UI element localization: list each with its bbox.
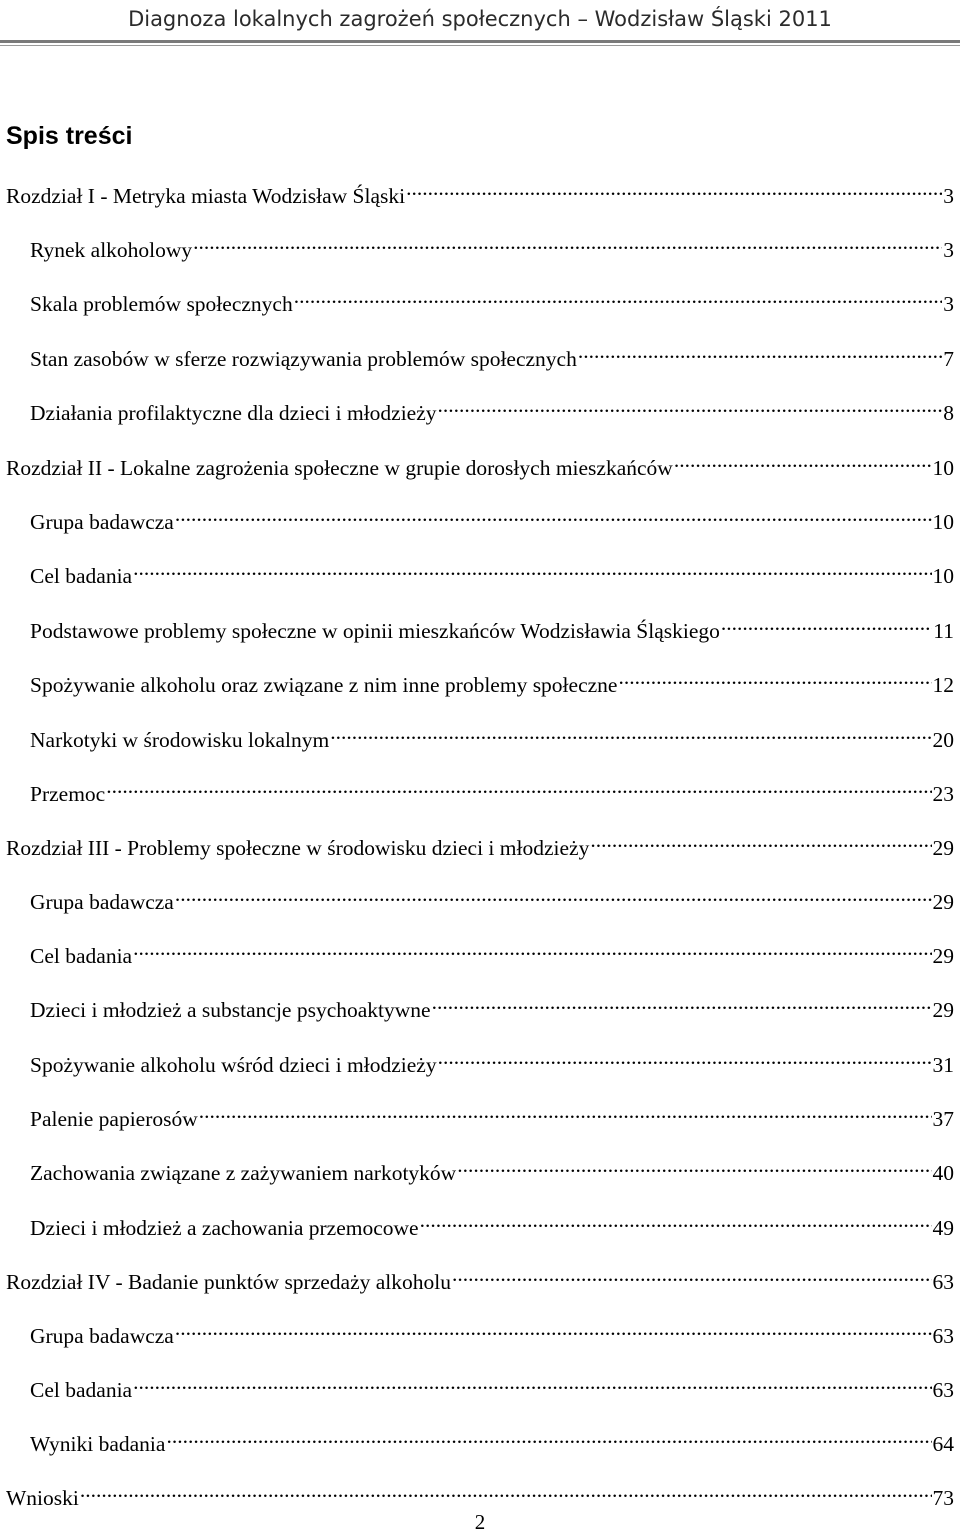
toc-entry-section[interactable] bbox=[30, 717, 954, 752]
dot-leader bbox=[133, 553, 931, 583]
dot-leader bbox=[452, 1259, 931, 1289]
dot-leader bbox=[175, 1313, 932, 1343]
dot-leader bbox=[721, 608, 932, 638]
toc-entry-label: Spożywanie alkoholu oraz związane z nim inne problemy społeczne bbox=[30, 673, 618, 697]
toc-entry-section[interactable] bbox=[30, 771, 954, 806]
dot-leader bbox=[457, 1150, 931, 1180]
dot-leader bbox=[618, 662, 931, 692]
toc-entry-page: 29 bbox=[932, 944, 954, 968]
toc-entry-label: Palenie papierosów bbox=[30, 1107, 198, 1131]
header-rule bbox=[0, 40, 960, 43]
toc-entry-label: Narkotyki w środowisku lokalnym bbox=[30, 728, 330, 752]
toc-entry-section[interactable] bbox=[30, 879, 954, 914]
dot-leader bbox=[133, 933, 931, 963]
toc-entry-chapter[interactable] bbox=[6, 173, 954, 208]
toc-entry-page: 63 bbox=[932, 1324, 954, 1348]
toc-entry-section[interactable] bbox=[30, 1150, 954, 1185]
dot-leader bbox=[294, 281, 943, 311]
toc-entry-label: Rynek alkoholowy bbox=[30, 238, 193, 262]
toc-title: Spis treści bbox=[6, 122, 133, 150]
toc-entry-label: Rozdział III - Problemy społeczne w środowisku dzieci i młodzieży bbox=[6, 836, 590, 860]
toc-entry-page: 20 bbox=[932, 728, 954, 752]
toc-entry-page: 29 bbox=[932, 836, 954, 860]
toc-entry-label: Grupa badawcza bbox=[30, 1324, 174, 1348]
toc-entry-label: Zachowania związane z zażywaniem narkotyków bbox=[30, 1161, 457, 1185]
toc-entry-page: 63 bbox=[932, 1270, 954, 1294]
toc-entry-page: 10 bbox=[932, 564, 954, 588]
toc-entry-page: 11 bbox=[933, 619, 954, 643]
toc-entry-section[interactable] bbox=[30, 1096, 954, 1131]
toc-entry-section[interactable] bbox=[30, 227, 954, 262]
dot-leader bbox=[175, 499, 932, 529]
toc-entry-label: Przemoc bbox=[30, 782, 106, 806]
toc-entry-page: 23 bbox=[932, 782, 954, 806]
dot-leader bbox=[420, 1205, 932, 1235]
toc-entry-chapter[interactable] bbox=[6, 825, 954, 860]
toc-entry-page: 7 bbox=[943, 347, 954, 371]
dot-leader bbox=[438, 1042, 932, 1072]
toc-entry-section[interactable] bbox=[30, 281, 954, 316]
dot-leader bbox=[406, 173, 942, 203]
toc-entry-section[interactable] bbox=[30, 1421, 954, 1456]
toc-entry-page: 29 bbox=[932, 998, 954, 1022]
dot-leader bbox=[432, 987, 932, 1017]
toc-entry-page: 40 bbox=[932, 1161, 954, 1185]
toc-entry-page: 73 bbox=[932, 1486, 954, 1510]
dot-leader bbox=[438, 390, 943, 420]
dot-leader bbox=[175, 879, 932, 909]
toc-entry-label: Grupa badawcza bbox=[30, 890, 174, 914]
toc-entry-label: Rozdział I - Metryka miasta Wodzisław Śląski bbox=[6, 184, 406, 208]
toc-entry-section[interactable] bbox=[30, 662, 954, 697]
toc-entry-chapter[interactable] bbox=[6, 1259, 954, 1294]
toc-entry-label: Wyniki badania bbox=[30, 1432, 166, 1456]
toc-entry-section[interactable] bbox=[30, 1313, 954, 1348]
dot-leader bbox=[80, 1475, 932, 1505]
toc-entry-label: Cel badania bbox=[30, 564, 133, 588]
dot-leader bbox=[674, 445, 932, 475]
toc-entry-page: 49 bbox=[932, 1216, 954, 1240]
toc-entry-page: 10 bbox=[932, 456, 954, 480]
toc-entry-page: 37 bbox=[932, 1107, 954, 1131]
toc-entry-label: Dzieci i młodzież a zachowania przemocowe bbox=[30, 1216, 419, 1240]
toc-entry-page: 12 bbox=[932, 673, 954, 697]
toc-entry-label: Cel badania bbox=[30, 944, 133, 968]
dot-leader bbox=[578, 336, 942, 366]
toc-entry-section[interactable] bbox=[30, 336, 954, 371]
toc-entry-page: 63 bbox=[932, 1378, 954, 1402]
toc-entry-label: Spożywanie alkoholu wśród dzieci i młodzieży bbox=[30, 1053, 437, 1077]
toc-entry-section[interactable] bbox=[30, 933, 954, 968]
toc-entry-section[interactable] bbox=[30, 1205, 954, 1240]
toc-entry-label: Rozdział II - Lokalne zagrożenia społeczne w grupie dorosłych mieszkańców bbox=[6, 456, 673, 480]
toc-entry-page: 64 bbox=[932, 1432, 954, 1456]
toc-entry-label: Stan zasobów w sferze rozwiązywania problemów społecznych bbox=[30, 347, 577, 371]
dot-leader bbox=[330, 717, 931, 747]
toc-entry-label: Grupa badawcza bbox=[30, 510, 174, 534]
toc-entry-label: Skala problemów społecznych bbox=[30, 292, 293, 316]
dot-leader bbox=[133, 1367, 931, 1397]
dot-leader bbox=[590, 825, 931, 855]
toc-entry-chapter[interactable] bbox=[6, 445, 954, 480]
toc-entry-page: 3 bbox=[943, 238, 954, 262]
running-header: Diagnoza lokalnych zagrożeń społecznych – Wodzisław Śląski 2011 bbox=[128, 7, 832, 31]
toc-entry-chapter[interactable] bbox=[6, 1475, 954, 1510]
toc-entry-section[interactable] bbox=[30, 608, 954, 643]
toc-entry-label: Działania profilaktyczne dla dzieci i młodzieży bbox=[30, 401, 437, 425]
dot-leader bbox=[193, 227, 942, 257]
toc-entry-section[interactable] bbox=[30, 553, 954, 588]
toc-entry-page: 3 bbox=[943, 292, 954, 316]
toc-entry-page: 10 bbox=[932, 510, 954, 534]
toc-entry-section[interactable] bbox=[30, 390, 954, 425]
toc-entry-section[interactable] bbox=[30, 1367, 954, 1402]
toc-entry-label: Wnioski bbox=[6, 1486, 79, 1510]
toc-entry-label: Dzieci i młodzież a substancje psychoaktywne bbox=[30, 998, 431, 1022]
toc-entry-section[interactable] bbox=[30, 1042, 954, 1077]
toc-entry-section[interactable] bbox=[30, 499, 954, 534]
toc-entry-label: Podstawowe problemy społeczne w opinii mieszkańców Wodzisławia Śląskiego bbox=[30, 619, 720, 643]
toc-entry-page: 8 bbox=[943, 401, 954, 425]
toc-entry-page: 31 bbox=[932, 1053, 954, 1077]
toc-entry-page: 29 bbox=[932, 890, 954, 914]
toc-entry-label: Rozdział IV - Badanie punktów sprzedaży alkoholu bbox=[6, 1270, 452, 1294]
page-number: 2 bbox=[474, 1510, 486, 1534]
toc-entry-label: Cel badania bbox=[30, 1378, 133, 1402]
dot-leader bbox=[106, 771, 931, 801]
header-rule-thin bbox=[0, 45, 960, 46]
dot-leader bbox=[166, 1421, 931, 1451]
toc-entry-section[interactable] bbox=[30, 987, 954, 1022]
dot-leader bbox=[199, 1096, 932, 1126]
toc-entry-page: 3 bbox=[943, 184, 954, 208]
